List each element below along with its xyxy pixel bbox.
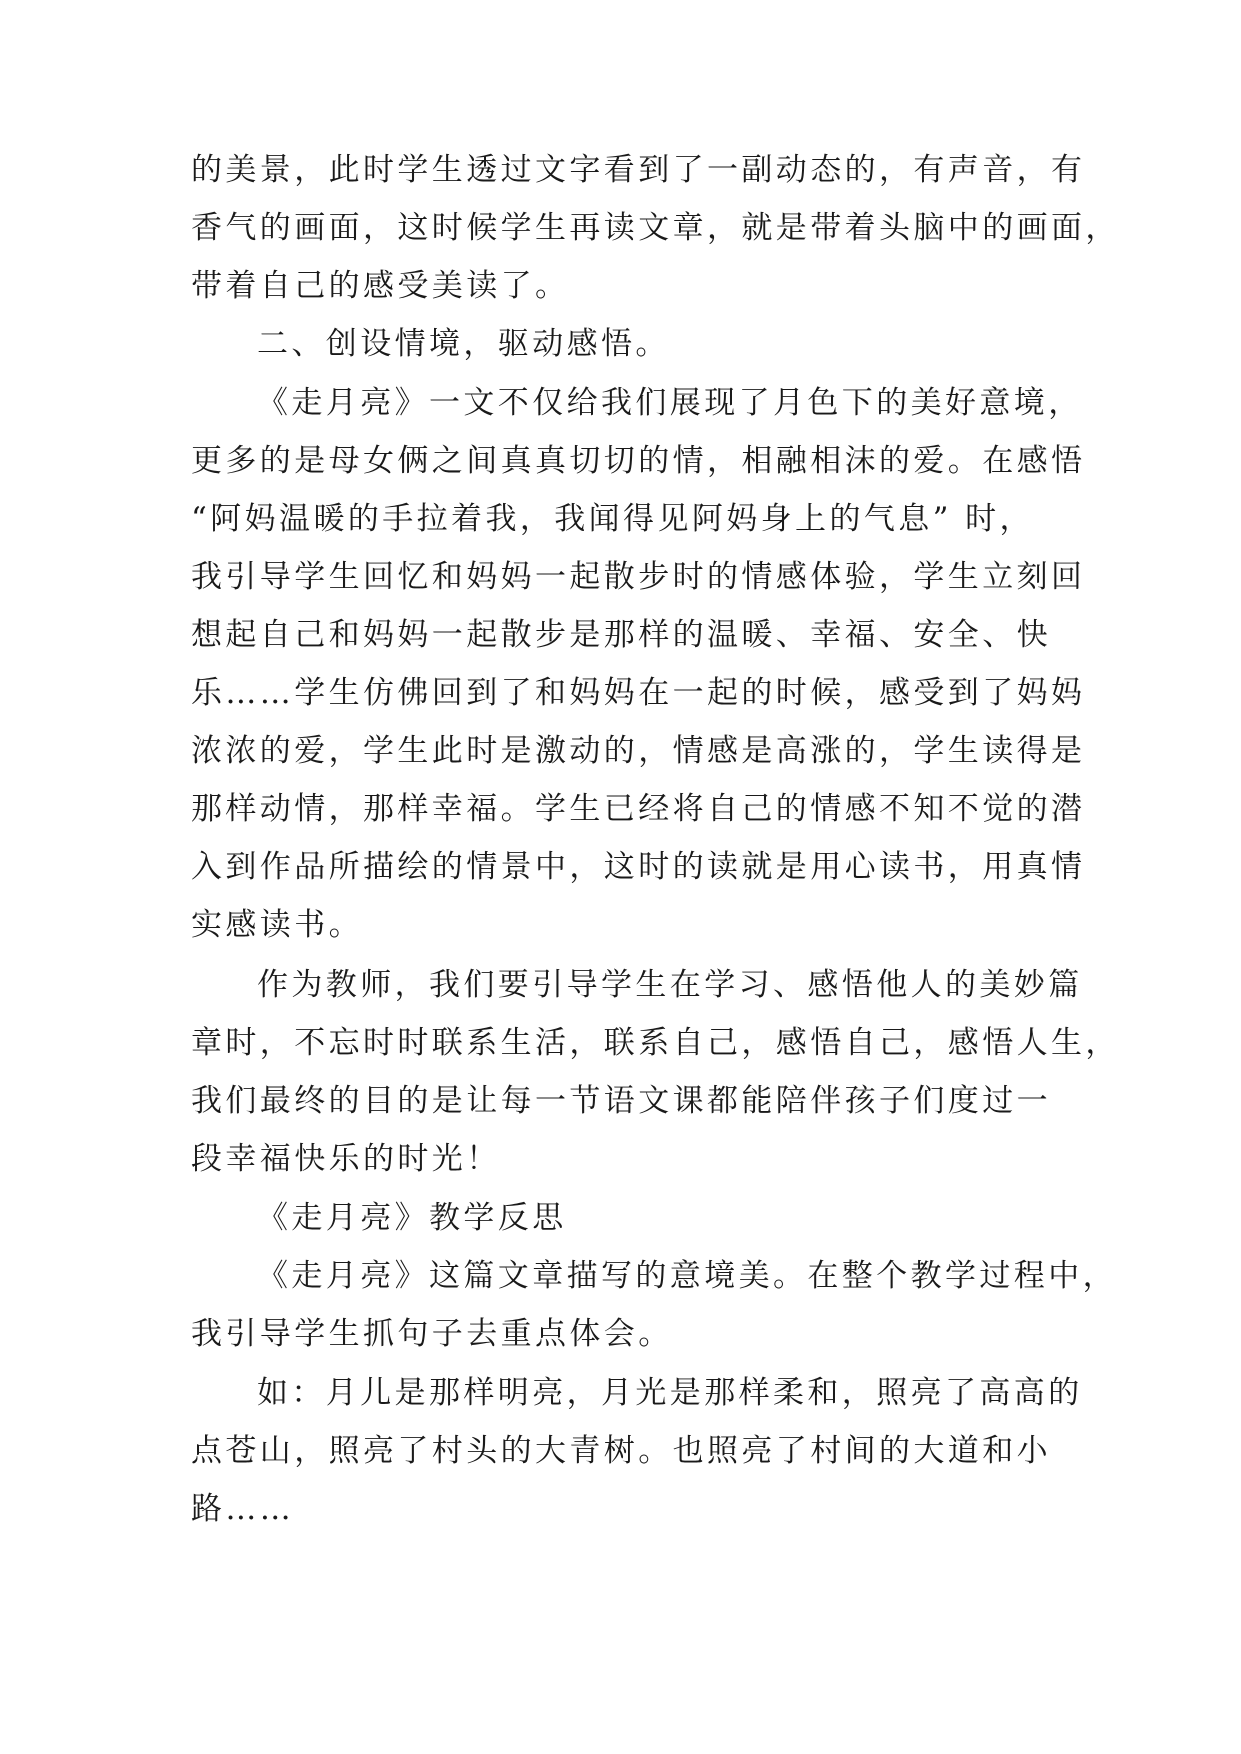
text-line-9: 想起自己和妈妈一起散步是那样的温暖、幸福、安全、快 xyxy=(191,617,1051,653)
section-heading-2: 二、创设情境，驱动感悟。 xyxy=(257,326,670,362)
text-line-18: 段幸福快乐的时光！ xyxy=(191,1141,501,1177)
text-line-12: 那样动情，那样幸福。学生已经将自己的情感不知不觉的潜 xyxy=(191,791,1086,827)
text-line-15: 作为教师，我们要引导学生在学习、感悟他人的美妙篇 xyxy=(257,967,1083,1003)
text-line-17: 我们最终的目的是让每一节语文课都能陪伴孩子们度过一 xyxy=(191,1083,1051,1119)
text-line-6: 更多的是母女俩之间真真切切的情，相融相沫的爱。在感悟 xyxy=(191,443,1086,479)
text-line-3: 带着自己的感受美读了。 xyxy=(191,268,570,304)
text-line-10: 乐……学生仿佛回到了和妈妈在一起的时候，感受到了妈妈 xyxy=(191,675,1086,711)
text-line-7: “阿妈温暖的手拉着我，我闻得见阿妈身上的气息” 时， xyxy=(191,501,1034,537)
text-line-23: 点苍山，照亮了村头的大青树。也照亮了村间的大道和小 xyxy=(191,1433,1051,1469)
text-line-24: 路…… xyxy=(191,1491,295,1527)
text-line-20: 《走月亮》这篇文章描写的意境美。在整个教学过程中， xyxy=(257,1258,1117,1294)
text-line-14: 实感读书。 xyxy=(191,907,363,943)
text-line-11: 浓浓的爱，学生此时是激动的，情感是高涨的，学生读得是 xyxy=(191,733,1086,769)
text-line-16: 章时，不忘时时联系生活，联系自己，感悟自己，感悟人生， xyxy=(191,1025,1120,1061)
text-line-5: 《走月亮》一文不仅给我们展现了月色下的美好意境， xyxy=(257,385,1083,421)
text-line-21: 我引导学生抓句子去重点体会。 xyxy=(191,1316,673,1352)
section-heading-reflection: 《走月亮》教学反思 xyxy=(257,1200,567,1236)
text-line-1: 的美景，此时学生透过文字看到了一副动态的，有声音，有 xyxy=(191,152,1086,188)
text-line-2: 香气的画面，这时候学生再读文章，就是带着头脑中的画面， xyxy=(191,210,1120,246)
text-line-8: 我引导学生回忆和妈妈一起散步时的情感体验，学生立刻回 xyxy=(191,559,1086,595)
text-line-13: 入到作品所描绘的情景中，这时的读就是用心读书，用真情 xyxy=(191,849,1086,885)
text-line-22: 如：月儿是那样明亮，月光是那样柔和，照亮了高高的 xyxy=(257,1375,1083,1411)
